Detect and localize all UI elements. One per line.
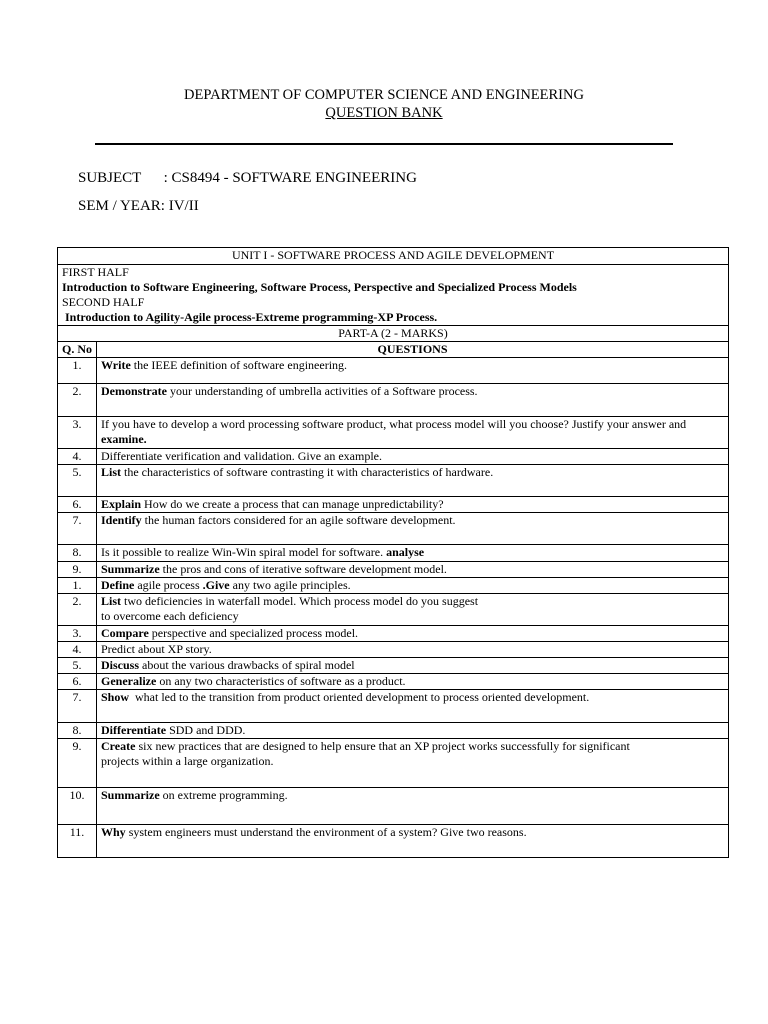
question-number: 9. xyxy=(58,739,97,788)
question-row xyxy=(58,723,729,739)
question-text: agile process xyxy=(134,578,203,592)
question-text-cell xyxy=(97,358,729,384)
question-keyword: Create xyxy=(101,739,136,753)
question-row xyxy=(58,497,729,513)
question-number: 3. xyxy=(58,626,97,642)
question-row xyxy=(58,594,729,626)
question-text-cell xyxy=(97,739,729,788)
question-number: 8. xyxy=(58,545,97,562)
question-keyword: Define xyxy=(101,578,135,592)
question-number: 10. xyxy=(58,788,97,825)
question-row xyxy=(58,417,729,449)
question-keyword: Summarize xyxy=(101,788,160,802)
first-half-label: FIRST HALF xyxy=(62,265,129,279)
question-keyword: Identify xyxy=(101,513,142,527)
question-number: 7. xyxy=(58,690,97,723)
question-text-cell xyxy=(97,562,729,578)
question-text: two deficiencies in waterfall model. Which process model do you suggest to overcome each deficiency xyxy=(101,594,482,623)
question-number: 2. xyxy=(58,594,97,626)
department-heading: DEPARTMENT OF COMPUTER SCIENCE AND ENGINEERING xyxy=(184,87,584,103)
sem-year-line: SEM / YEAR: IV/II xyxy=(78,198,199,214)
question-text: Differentiate verification and validation. Give an example. xyxy=(101,449,382,463)
question-number: 4. xyxy=(58,642,97,658)
question-keyword: List xyxy=(101,465,122,479)
question-row xyxy=(58,545,729,562)
column-header-row xyxy=(58,342,729,358)
question-keyword: Explain xyxy=(101,497,142,511)
question-table xyxy=(57,247,729,858)
question-keyword: .Give xyxy=(202,578,230,592)
question-text: what led to the transition from product oriented development to process oriented development. xyxy=(129,690,590,704)
col-header-qno: Q. No xyxy=(58,342,97,358)
question-row xyxy=(58,562,729,578)
question-number: 7. xyxy=(58,513,97,545)
question-row xyxy=(58,690,729,723)
question-text-cell xyxy=(97,513,729,545)
question-number: 2. xyxy=(58,384,97,417)
question-text: any two agile principles. xyxy=(229,578,351,592)
question-text-cell xyxy=(97,690,729,723)
question-text: the characteristics of software contrasting it with characteristics of hardware. xyxy=(121,465,494,479)
question-keyword: analyse xyxy=(386,545,425,559)
question-keyword: Demonstrate xyxy=(101,384,167,398)
question-text-cell xyxy=(97,594,729,626)
question-row xyxy=(58,788,729,825)
question-keyword: Discuss xyxy=(101,658,140,672)
question-text: If you have to develop a word processing software product, what process model will you choose? Justify your answer and xyxy=(101,417,690,431)
question-number: 4. xyxy=(58,449,97,465)
question-text: How do we create a process that can manage unpredictability? xyxy=(141,497,444,511)
question-row xyxy=(58,578,729,594)
question-text-cell xyxy=(97,465,729,497)
question-text-cell xyxy=(97,449,729,465)
question-text-cell xyxy=(97,384,729,417)
question-number: 6. xyxy=(58,497,97,513)
question-text: Is it possible to realize Win-Win spiral model for software. xyxy=(101,545,387,559)
question-number: 6. xyxy=(58,674,97,690)
question-text: your understanding of umbrella activities of a Software process. xyxy=(166,384,478,398)
question-text-cell xyxy=(97,578,729,594)
question-text: on extreme programming. xyxy=(159,788,288,802)
question-number: 1. xyxy=(58,358,97,384)
question-text-cell xyxy=(97,658,729,674)
part-a-row xyxy=(58,326,729,342)
question-number: 11. xyxy=(58,825,97,858)
question-text-cell xyxy=(97,825,729,858)
question-keyword: Write xyxy=(101,358,131,372)
question-text: six new practices that are designed to help ensure that an XP project works successfully for significant projects within a large organization. xyxy=(101,739,633,768)
question-text-cell xyxy=(97,723,729,739)
question-row xyxy=(58,825,729,858)
question-keyword: Generalize xyxy=(101,674,157,688)
question-keyword: Show xyxy=(101,690,130,704)
question-row xyxy=(58,739,729,788)
question-text-cell xyxy=(97,497,729,513)
col-header-questions: QUESTIONS xyxy=(97,342,729,358)
question-row xyxy=(58,449,729,465)
question-text: system engineers must understand the environment of a system? Give two reasons. xyxy=(125,825,527,839)
question-number: 5. xyxy=(58,658,97,674)
question-text-cell xyxy=(97,545,729,562)
part-a-title: PART-A (2 - MARKS) xyxy=(58,326,729,342)
question-keyword: Differentiate xyxy=(101,723,167,737)
question-text-cell xyxy=(97,417,729,449)
question-row xyxy=(58,658,729,674)
syllabus-row xyxy=(58,265,729,326)
question-text: SDD and DDD. xyxy=(166,723,246,737)
unit-title: UNIT I - SOFTWARE PROCESS AND AGILE DEVELOPMENT xyxy=(58,248,729,265)
question-text: Predict about XP story. xyxy=(101,642,212,656)
question-row xyxy=(58,513,729,545)
question-keyword: examine. xyxy=(101,432,147,446)
subject-line: SUBJECT : CS8494 - SOFTWARE ENGINEERING xyxy=(78,170,417,186)
question-row xyxy=(58,642,729,658)
question-number: 9. xyxy=(58,562,97,578)
question-number: 3. xyxy=(58,417,97,449)
question-keyword: Compare xyxy=(101,626,149,640)
question-text-cell xyxy=(97,626,729,642)
question-text: the human factors considered for an agile software development. xyxy=(141,513,456,527)
question-text: the pros and cons of iterative software development model. xyxy=(159,562,447,576)
question-number: 8. xyxy=(58,723,97,739)
second-half-topics: Introduction to Agility-Agile process-Extreme programming-XP Process. xyxy=(62,310,438,324)
question-row xyxy=(58,358,729,384)
question-keyword: Why xyxy=(101,825,126,839)
question-text-cell xyxy=(97,642,729,658)
question-text-cell xyxy=(97,674,729,690)
question-row xyxy=(58,674,729,690)
first-half-topics: Introduction to Software Engineering, Software Process, Perspective and Specialized Process Models xyxy=(62,280,577,294)
question-text: perspective and specialized process model. xyxy=(148,626,359,640)
question-number: 1. xyxy=(58,578,97,594)
question-text: about the various drawbacks of spiral model xyxy=(139,658,355,672)
question-keyword: List xyxy=(101,594,122,608)
question-row xyxy=(58,465,729,497)
question-row xyxy=(58,626,729,642)
unit-title-row xyxy=(58,248,729,265)
question-text: on any two characteristics of software as a product. xyxy=(156,674,406,688)
question-number: 5. xyxy=(58,465,97,497)
question-row xyxy=(58,384,729,417)
second-half-label: SECOND HALF xyxy=(62,295,145,309)
question-text: the IEEE definition of software engineering. xyxy=(130,358,348,372)
question-bank-title: QUESTION BANK xyxy=(325,105,443,121)
question-keyword: Summarize xyxy=(101,562,160,576)
syllabus-cell xyxy=(58,265,729,326)
question-text-cell xyxy=(97,788,729,825)
header-divider xyxy=(95,143,673,145)
